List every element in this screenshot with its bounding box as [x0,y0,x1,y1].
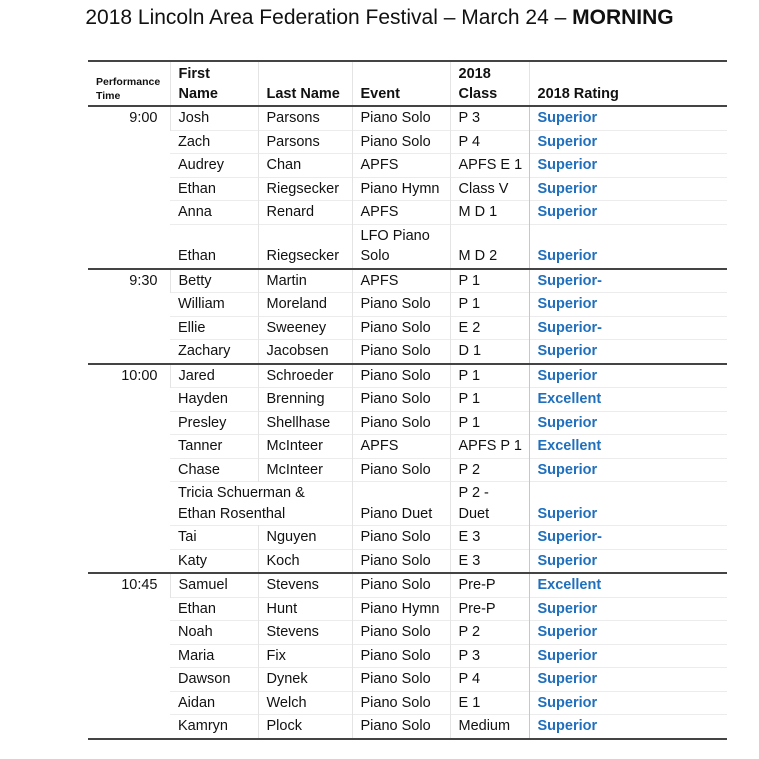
last-name-cell: Riegsecker [258,177,352,201]
event-cell: APFS [352,154,450,178]
class-cell: P 2 [450,458,529,482]
first-name-cell: Anna [178,204,212,220]
rating-cell: Superior [529,411,727,435]
performance-time-cell: 9:00 [129,110,158,126]
first-name-cell: Samuel [170,573,258,597]
header-event: Event [352,61,450,106]
header-last-name: Last Name [258,61,352,106]
last-name-cell: Hunt [258,597,352,621]
event-cell: APFS [352,269,450,293]
last-name-cell: Fix [258,644,352,668]
event-cell: Piano Solo [352,621,450,645]
table-row [88,388,727,412]
event-cell: Piano Solo [352,573,450,597]
header-class: 2018 Class [450,61,529,106]
rating-cell: Superior- [529,316,727,340]
table-row [88,130,727,154]
event-cell: Piano Solo [352,691,450,715]
class-cell: APFS P 1 [450,435,529,459]
class-cell: Pre-P [450,597,529,621]
first-name-cell: Jared [170,364,258,388]
first-name-cell: Tai [178,529,197,545]
rating-cell: Superior [529,668,727,692]
first-name-cell: Ethan [178,248,216,264]
class-cell: M D 2 [450,224,529,269]
title-session: MORNING [572,6,674,29]
table-row [88,573,727,597]
table-row [88,644,727,668]
event-cell: LFO Piano Solo [352,224,450,269]
first-name-cell: Zach [178,133,211,150]
header-performance-time: Performance Time [96,76,161,102]
table-row [88,621,727,645]
performer-names-cell: Tricia Schuerman & Ethan Rosenthal [178,485,305,522]
first-name-cell: Dawson [178,671,231,687]
event-cell: Piano Solo [352,458,450,482]
first-name-cell: Kamryn [178,718,228,734]
last-name-cell: Renard [258,201,352,225]
class-cell: M D 1 [450,201,529,225]
last-name-cell: Riegsecker [258,224,352,269]
first-name-cell: Betty [170,269,258,293]
class-cell: Pre-P [450,573,529,597]
table-row [88,411,727,435]
table-row [88,269,727,293]
first-name-cell: Chase [178,461,220,478]
rating-cell: Superior [529,549,727,573]
class-cell: D 1 [450,340,529,364]
table-row [88,224,727,269]
event-cell: Piano Solo [352,526,450,550]
event-cell: Piano Solo [352,364,450,388]
class-cell: P 1 [450,364,529,388]
event-cell: Piano Hymn [352,597,450,621]
class-cell: P 1 [450,388,529,412]
first-name-cell: William [178,296,225,312]
rating-cell: Superior- [529,526,727,550]
rating-cell: Superior [529,106,727,130]
first-name-cell: Zachary [178,343,231,359]
title-main: 2018 Lincoln Area Federation Festival – March 24 – [85,6,573,29]
last-name-cell: Sweeney [258,316,352,340]
rating-cell: Superior [529,715,727,739]
event-cell: Piano Solo [352,388,450,412]
table-row [88,526,727,550]
header-first-name: First Name [170,61,258,106]
event-cell: Piano Solo [352,130,450,154]
table-row [88,340,727,364]
rating-cell: Superior [529,691,727,715]
class-cell: P 3 [450,644,529,668]
last-name-cell: Koch [258,549,352,573]
last-name-cell: Shellhase [258,411,352,435]
rating-cell: Excellent [529,435,727,459]
rating-cell: Excellent [529,573,727,597]
table-row [88,293,727,317]
schedule-body [88,106,727,739]
table-row [88,458,727,482]
class-cell: P 4 [450,130,529,154]
last-name-cell: Parsons [258,106,352,130]
event-cell: Piano Solo [352,106,450,130]
event-cell: Piano Solo [352,715,450,739]
last-name-cell: Parsons [258,130,352,154]
last-name-cell: Schroeder [258,364,352,388]
last-name-cell: Plock [258,715,352,739]
table-row [88,154,727,178]
rating-cell: Excellent [529,388,727,412]
first-name-cell: Hayden [178,391,228,407]
class-cell: E 1 [450,691,529,715]
table-row [88,106,727,130]
first-name-cell: Presley [178,414,227,431]
rating-cell: Superior [529,482,727,526]
first-name-cell: Katy [178,552,208,569]
last-name-cell: Welch [258,691,352,715]
class-cell: E 3 [450,526,529,550]
table-row [88,668,727,692]
table-row [88,201,727,225]
table-row [88,316,727,340]
class-cell: P 3 [450,106,529,130]
last-name-cell: Stevens [258,621,352,645]
rating-cell: Superior [529,293,727,317]
rating-cell: Superior [529,201,727,225]
rating-cell: Superior [529,130,727,154]
last-name-cell: Martin [258,269,352,293]
class-cell: P 1 [450,269,529,293]
last-name-cell: Chan [258,154,352,178]
rating-cell: Superior [529,340,727,364]
class-cell: P 2 - Duet [450,482,529,526]
table-row [88,691,727,715]
class-cell: P 1 [450,293,529,317]
rating-cell: Superior [529,458,727,482]
event-cell: Piano Duet [352,482,450,526]
event-cell: Piano Solo [352,316,450,340]
table-row [88,364,727,388]
schedule-table [88,60,727,740]
event-cell: Piano Solo [352,549,450,573]
table-row [88,549,727,573]
class-cell: APFS E 1 [450,154,529,178]
table-row [88,177,727,201]
header-rating: 2018 Rating [529,61,727,106]
performance-time-cell: 10:45 [121,577,158,593]
first-name-cell: Ethan [178,180,216,197]
rating-cell: Superior [529,177,727,201]
first-name-cell: Maria [178,647,215,664]
rating-cell: Superior [529,154,727,178]
schedule-header [88,61,727,106]
performance-time-cell: 10:00 [121,367,158,384]
rating-cell: Superior [529,644,727,668]
rating-cell: Superior [529,597,727,621]
event-cell: Piano Hymn [352,177,450,201]
event-cell: Piano Solo [352,293,450,317]
table-row [88,482,727,526]
rating-cell: Superior [529,364,727,388]
first-name-cell: Josh [170,106,258,130]
class-cell: Class V [450,177,529,201]
last-name-cell: Nguyen [258,526,352,550]
event-cell: Piano Solo [352,644,450,668]
table-row [88,435,727,459]
class-cell: E 3 [450,549,529,573]
page-title [0,6,759,30]
event-cell: APFS [352,201,450,225]
last-name-cell: McInteer [258,435,352,459]
header-row [88,61,727,106]
first-name-cell: Aidan [178,694,216,711]
event-cell: APFS [352,435,450,459]
last-name-cell: Dynek [258,668,352,692]
table-row [88,715,727,739]
performance-time-cell: 9:30 [129,272,158,289]
first-name-cell: Tanner [178,438,223,454]
class-cell: P 2 [450,621,529,645]
class-cell: P 1 [450,411,529,435]
last-name-cell: McInteer [258,458,352,482]
class-cell: Medium [450,715,529,739]
first-name-cell: Audrey [178,157,224,173]
last-name-cell: Moreland [258,293,352,317]
last-name-cell: Brenning [258,388,352,412]
first-name-cell: Noah [178,624,213,640]
event-cell: Piano Solo [352,668,450,692]
event-cell: Piano Solo [352,411,450,435]
last-name-cell: Stevens [258,573,352,597]
event-cell: Piano Solo [352,340,450,364]
first-name-cell: Ethan [178,600,216,617]
last-name-cell: Jacobsen [258,340,352,364]
rating-cell: Superior- [529,269,727,293]
rating-cell: Superior [529,621,727,645]
rating-cell: Superior [529,224,727,269]
table-row [88,597,727,621]
class-cell: E 2 [450,316,529,340]
first-name-cell: Ellie [178,319,206,336]
class-cell: P 4 [450,668,529,692]
